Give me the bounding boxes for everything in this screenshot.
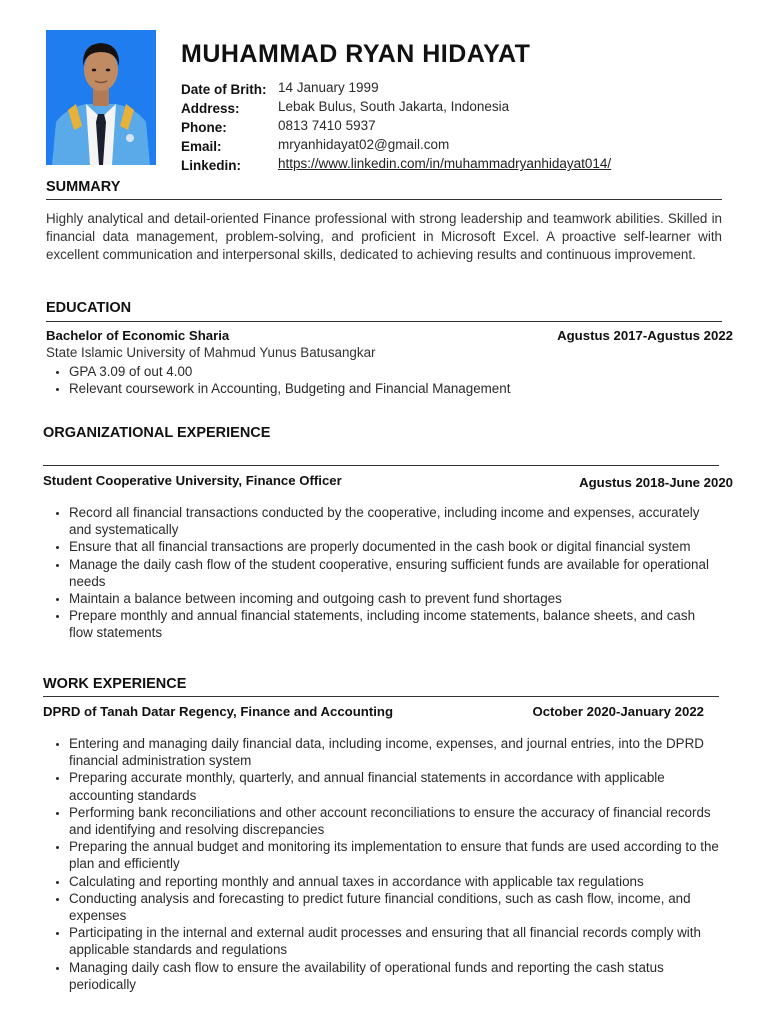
list-item: • Manage the daily cash flow of the student cooperative, ensuring sufficient funds are available for operational needs: [69, 556, 719, 590]
list-item: • Performing bank reconciliations and other account reconciliations to ensure the accuracy of financial records and identifying and resolving discrepancies: [69, 804, 719, 838]
list-item: • Preparing the annual budget and monitoring its implementation to ensure that funds are used according to the plan and efficiently: [69, 838, 719, 872]
list-item: • Maintain a balance between incoming and outgoing cash to prevent fund shortages: [69, 590, 719, 607]
list-item: • Preparing accurate monthly, quarterly, and annual financial statements in accordance with applicable accounting standards: [69, 769, 719, 803]
linkedin-label: Linkedin:: [181, 158, 241, 173]
candidate-name: MUHAMMAD RYAN HIDAYAT: [181, 40, 531, 68]
work-dates: October 2020-January 2022: [532, 704, 704, 719]
work-heading: WORK EXPERIENCE: [43, 676, 187, 692]
education-dates: Agustus 2017-Agustus 2022: [557, 328, 733, 343]
organizational-bullets: [46, 504, 719, 642]
address-value: Lebak Bulus, South Jakarta, Indonesia: [278, 99, 510, 114]
birthdate-value: 14 January 1999: [278, 80, 379, 95]
linkedin-link[interactable]: https://www.linkedin.com/in/muhammadryanhidayat014/: [278, 156, 612, 171]
list-item: • GPA 3.09 of out 4.00: [69, 363, 745, 380]
summary-heading: SUMMARY: [46, 179, 121, 195]
organizational-divider: [43, 465, 719, 466]
email-label: Email:: [181, 139, 222, 154]
list-item: • Entering and managing daily financial data, including income, expenses, and journal entries, into the DPRD financial administration system: [69, 735, 719, 769]
work-divider: [43, 696, 719, 697]
list-item: • Relevant coursework in Accounting, Budgeting and Financial Management: [69, 380, 745, 397]
summary-text: Highly analytical and detail-oriented Finance professional with strong leadership and teamwork abilities. Skilled in financial data management, problem-solving, and proficient in Microsoft Excel. A proactive self-learner with excellent communication and interpersonal skills, dedicated to achieving results and continuous improvement.: [46, 211, 722, 262]
education-heading: EDUCATION: [46, 300, 132, 316]
work-role: DPRD of Tanah Datar Regency, Finance and Accounting: [43, 704, 394, 719]
list-item: • Conducting analysis and forecasting to predict future financial conditions, such as cash flow, income, and expenses: [69, 890, 719, 924]
email-value: mryanhidayat02@gmail.com: [278, 137, 450, 152]
education-divider: [46, 321, 722, 322]
education-degree: Bachelor of Economic Sharia: [46, 328, 230, 343]
address-label: Address:: [181, 101, 240, 116]
education-bullets: [46, 363, 745, 397]
list-item: • Record all financial transactions conducted by the cooperative, including income and expenses, accurately and systematically: [69, 504, 719, 538]
phone-value: 0813 7410 5937: [278, 118, 376, 133]
list-item: • Managing daily cash flow to ensure the availability of operational funds and reporting the cash status periodically: [69, 959, 719, 993]
organizational-heading: ORGANIZATIONAL EXPERIENCE: [43, 425, 271, 441]
work-bullets: [46, 735, 719, 993]
list-item: • Participating in the internal and external audit processes and ensuring that all financial records comply with applicable standards and regulations: [69, 924, 719, 958]
education-school: State Islamic University of Mahmud Yunus Batusangkar: [46, 345, 376, 360]
profile-photo: [46, 30, 156, 165]
birthdate-label: Date of Brith:: [181, 82, 267, 97]
phone-label: Phone:: [181, 120, 227, 135]
list-item: • Ensure that all financial transactions are properly documented in the cash book or digital financial system: [69, 538, 719, 555]
summary-divider: [46, 199, 722, 200]
list-item: • Calculating and reporting monthly and annual taxes in accordance with applicable tax regulations: [69, 873, 719, 890]
list-item: • Prepare monthly and annual financial statements, including income statements, balance sheets, and cash flow statements: [69, 607, 719, 641]
organizational-role: Student Cooperative University, Finance Officer: [43, 473, 342, 488]
organizational-dates: Agustus 2018-June 2020: [579, 475, 733, 490]
